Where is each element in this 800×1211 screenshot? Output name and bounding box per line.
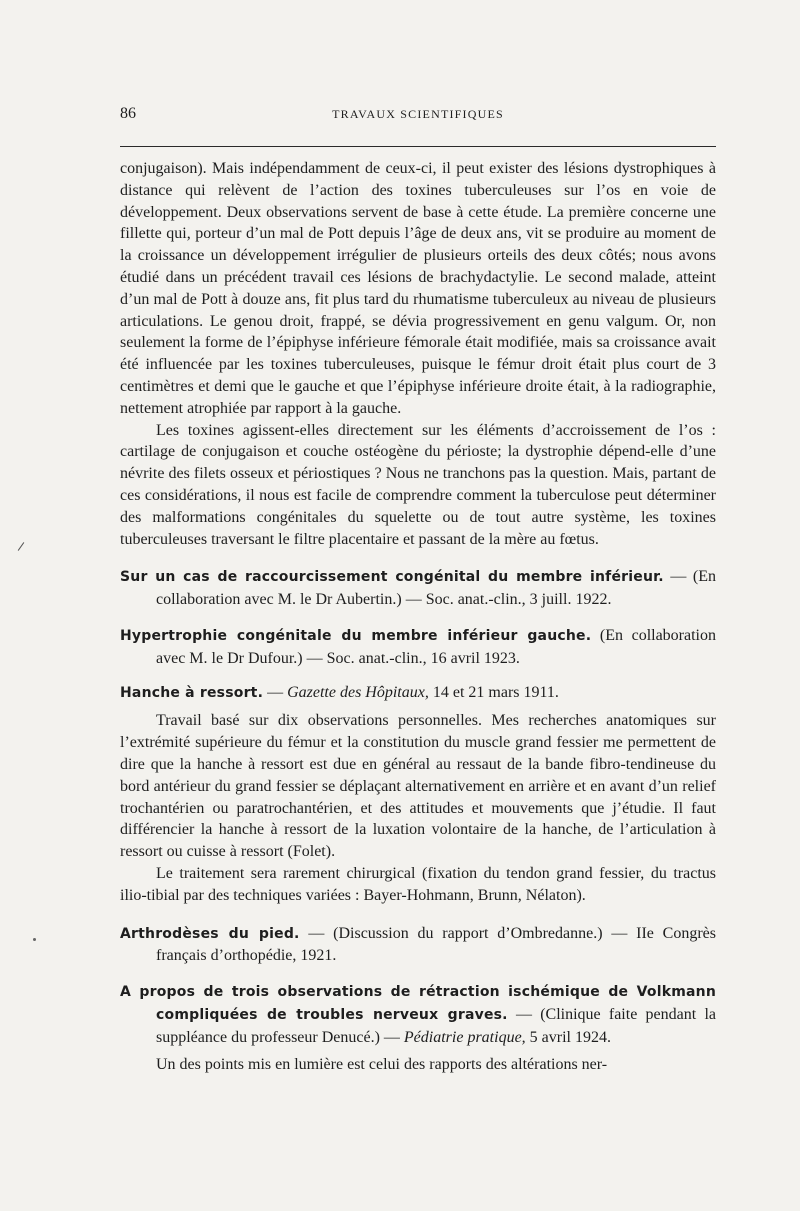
entry-title: Hypertrophie congénitale du membre inférieur gauche. (120, 627, 592, 644)
entry-details: — (Discussion du rapport d’Ombredanne.) — IIe Congrès français d’orthopédie, 1921. (156, 924, 716, 965)
bibliography-entry-volkmann (120, 981, 716, 1048)
paragraph-toxines: Les toxines agissent-elles directement sur les éléments d’accroissement de l’os : cartilage de conjugaison et couche ostéogène du périoste; la dystrophie dépend-elle d’une névrite des filets osseux et périostiques ? Nous ne tranchons pas la question. Mais, partant de ces considérations, il nous est facile de comprendre comment la tuberculose peut déterminer des malformations congénitales du squelette ou de tout autre système, les toxines tuberculeuses traversant le filtre placentaire et passant de la mère au fœtus. (120, 421, 716, 548)
header-rule (120, 146, 716, 147)
bibliography-entry-arthrodeses (120, 923, 716, 968)
entry-date: 5 avril 1924. (525, 1028, 611, 1046)
entry-journal: Gazette des Hôpitaux, (287, 683, 429, 701)
entry-details: — (Clinique faite pendant la suppléance du professeur Denucé.) — (156, 1005, 716, 1046)
paragraph-volkmann-start: Un des points mis en lumière est celui des rapports des altérations ner- (156, 1056, 608, 1074)
entry-details: — (En collaboration avec M. le Dr Aubertin.) — Soc. anat.-clin., 3 juill. 1922. (156, 568, 716, 609)
page-number: 86 (120, 105, 136, 122)
paragraph-continuation: conjugaison). Mais indépendamment de ceux-ci, il peut exister des lésions dystrophiques à distance qui relèvent de l’action des toxines tuberculeuses sur l’os en voie de développement. Deux observations servent de base à cette étude. La première concerne une fillette qui, porteur d’un mal de Pott depuis l’âge de deux ans, vit se produire au moment de la croissance un développement irrégulier de plusieurs orteils des deux côtés; nous avons étudié dans un précédent travail ces lésions de brachydactylie. Le second malade, atteint d’un mal de Pott à douze ans, fit plus tard du rhumatisme tuberculeux au niveau de plusieurs articulations. Le genou droit, frappé, se dévia progressivement en genu valgum. Or, non seulement la forme de l’épiphyse inférieure fémorale était modifiée, mais sa croissance avait été influencée par les toxines tuberculeuses, puisque le fémur droit était plus court de 3 centimètres et demi que le gauche et que l’épiphyse inférieure droite était, à la radiographie, nettement atrophiée par rapport à la gauche. (120, 160, 716, 417)
paragraph-hanche-description: Travail basé sur dix observations personnelles. Mes recherches anatomiques sur l’extrémité supérieure du fémur et la constitution du muscle grand fessier me permettent de dire que la hanche à ressort est due en général au ressaut de la bande fibro-tendineuse du bord antérieur du grand fessier se déplaçant alternativement en arrière et en avant d’un relief trochantérien ou paratrochantérien, et des attitudes et mouvements que j’étudie. Il faut différencier la hanche à ressort de la luxation volontaire de la hanche, de l’articulation à ressort ou cuisse à ressort (Folet). (120, 712, 716, 861)
margin-dot (33, 938, 36, 941)
entry-title: Sur un cas de raccourcissement congénital du membre inférieur. (120, 569, 664, 586)
entry-details: 14 et 21 mars 1911. (428, 683, 559, 701)
margin-mark (18, 542, 25, 551)
entry-title: Hanche à ressort. (120, 684, 264, 701)
bibliography-entry-hypertrophie (120, 625, 716, 670)
entry-title: A propos de trois observations de rétraction ischémique de Volkmann compliquées de troubles nerveux graves. (120, 984, 716, 1023)
page-body (120, 158, 716, 1076)
page-header (120, 105, 716, 127)
paragraph-traitement: Le traitement sera rarement chirurgical (fixation du tendon grand fessier, du tractus ilio-tibial par des techniques variées : Bayer-Hohmann, Brunn, Nélaton). (120, 864, 716, 904)
entry-title: Arthrodèses du pied. (120, 925, 300, 942)
entry-journal: Pédiatrie pratique, (403, 1028, 526, 1046)
running-title: TRAVAUX SCIENTIFIQUES (332, 107, 504, 121)
bibliography-entry-hanche (120, 682, 716, 705)
entry-dash: — (263, 683, 288, 701)
entry-details: (En collaboration avec M. le Dr Dufour.) — Soc. anat.-clin., 16 avril 1923. (156, 626, 717, 667)
bibliography-entry-raccourcissement (120, 566, 716, 611)
